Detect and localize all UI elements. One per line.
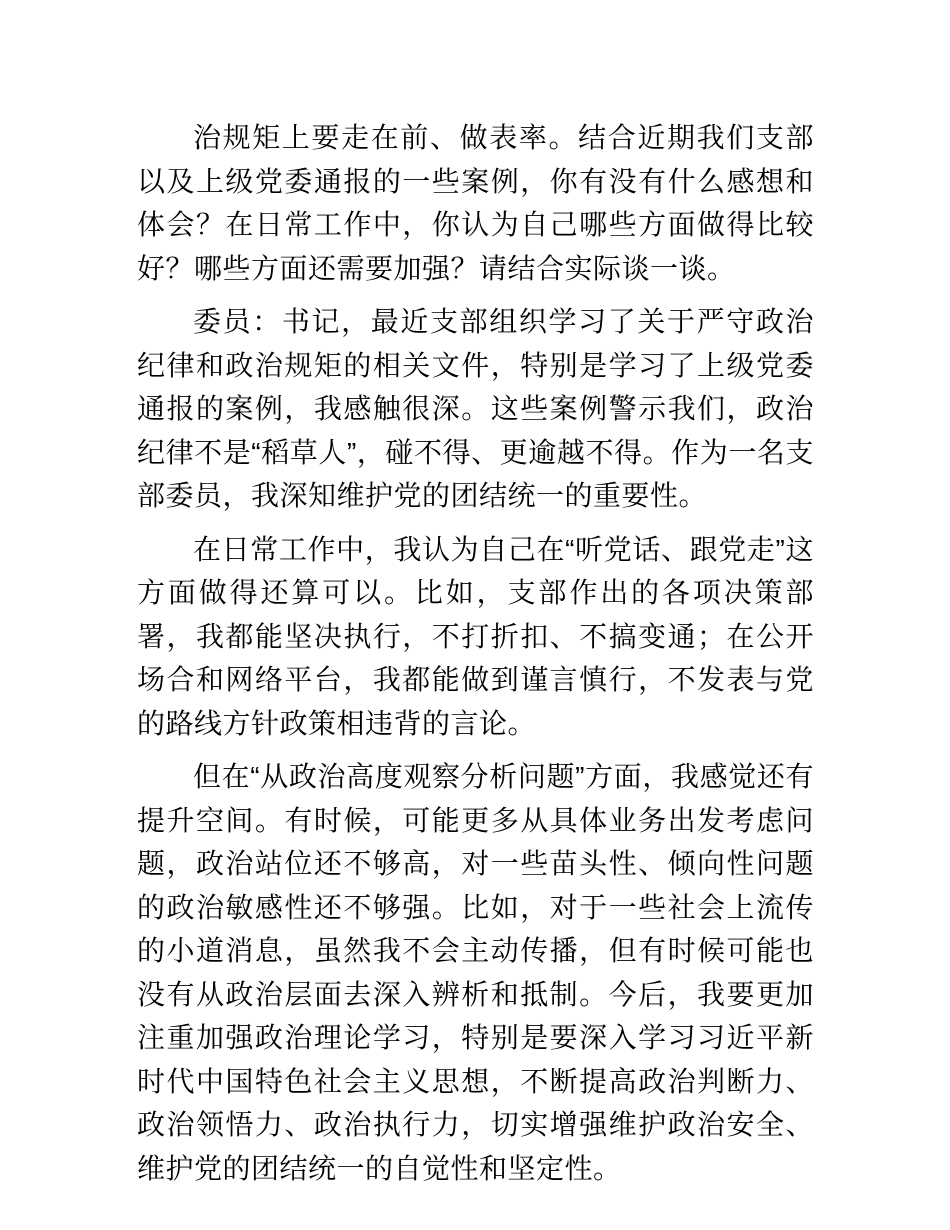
- paragraph-3: 在日常工作中，我认为自己在“听党话、跟党走”这方面做得还算可以。比如，支部作出的各项决策部署，我都能坚决执行，不打折扣、不搞变通；在公开场合和网络平台，我都能做到谨言慎行，不发表与党的路线方针政策相违背的言论。: [137, 533, 814, 739]
- paragraph-4: 但在“从政治高度观察分析问题”方面，我感觉还有提升空间。有时候，可能更多从具体业务出发考虑问题，政治站位还不够高，对一些苗头性、倾向性问题的政治敏感性还不够强。比如，对于一些社会上流传的小道消息，虽然我不会主动传播，但有时候可能也没有从政治层面去深入辨析和抵制。今后，我要更加注重加强政治理论学习，特别是要深入学习习近平新时代中国特色社会主义思想，不断提高政治判断力、政治领悟力、政治执行力，切实增强维护政治安全、维护党的团结统一的自觉性和坚定性。: [137, 761, 814, 1184]
- paragraph-1: 治规矩上要走在前、做表率。结合近期我们支部以及上级党委通报的一些案例，你有没有什么感想和体会？在日常工作中，你认为自己哪些方面做得比较好？哪些方面还需要加强？请结合实际谈一谈。: [137, 122, 814, 284]
- paragraph-2: 委员：书记，最近支部组织学习了关于严守政治纪律和政治规矩的相关文件，特别是学习了上级党委通报的案例，我感触很深。这些案例警示我们，政治纪律不是“稻草人”，碰不得、更逾越不得。作为一名支部委员，我深知维护党的团结统一的重要性。: [137, 306, 814, 511]
- document-body: [137, 116, 814, 1190]
